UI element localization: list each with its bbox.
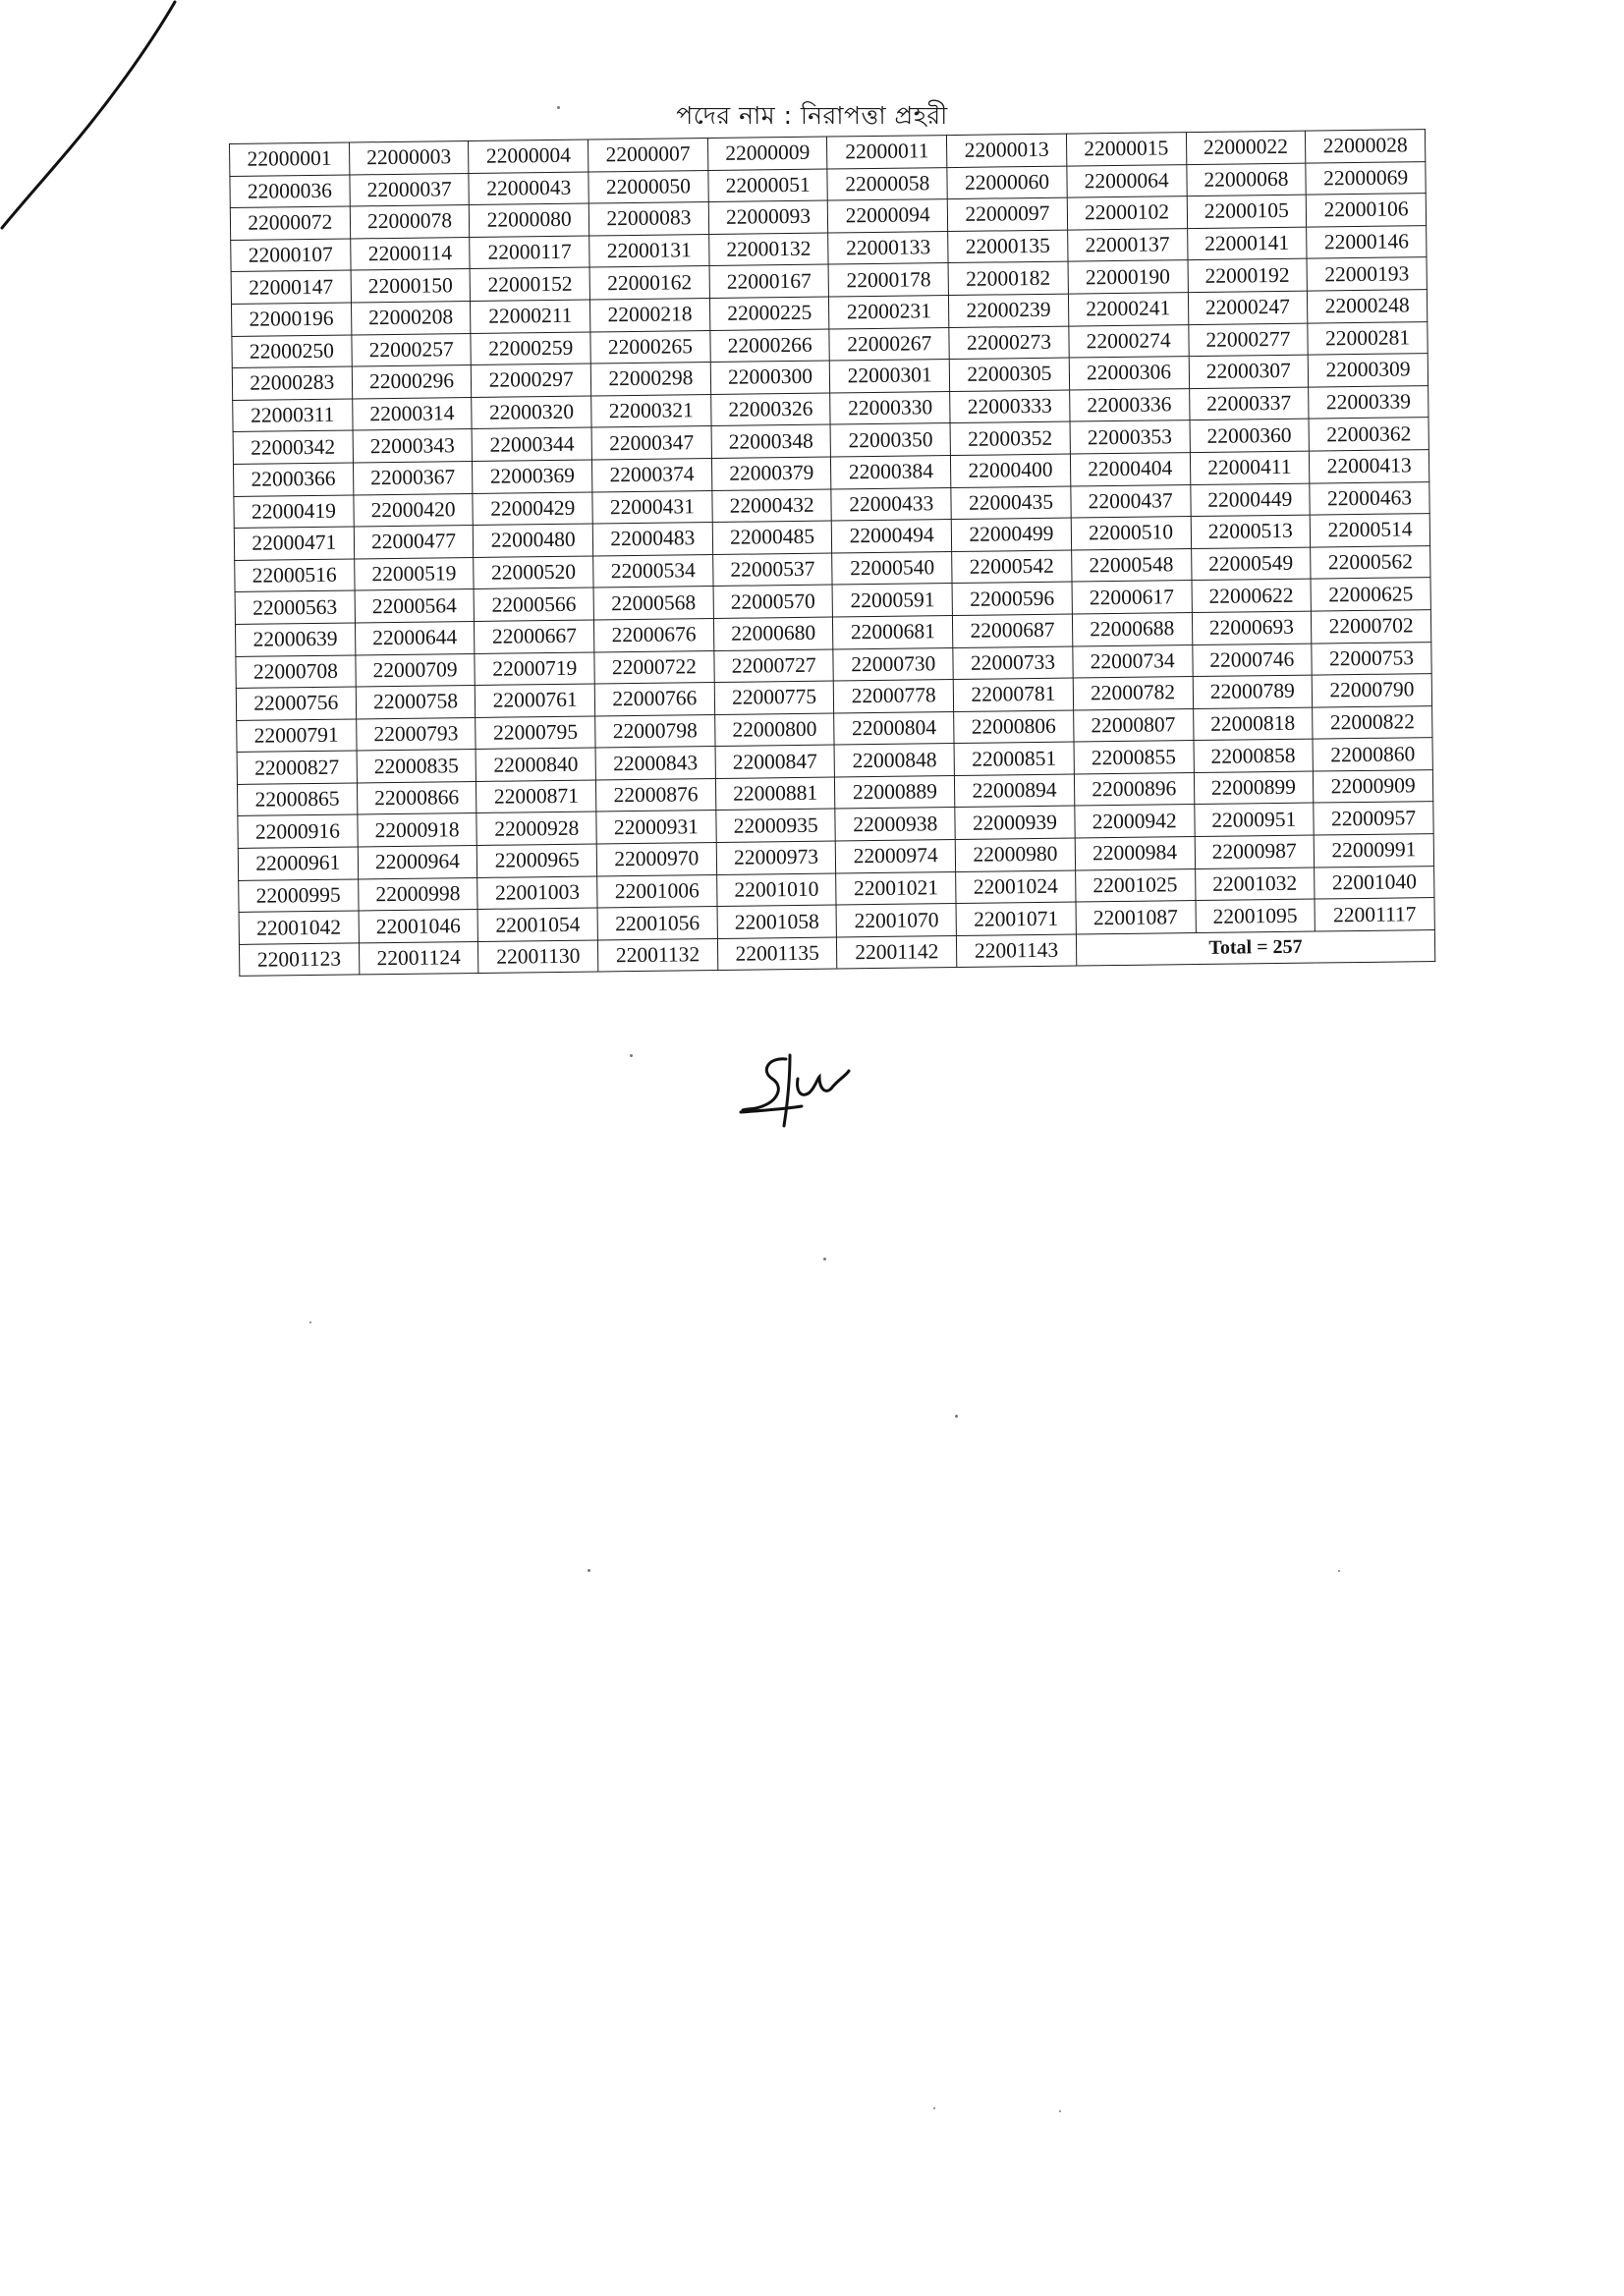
roll-number-cell: 22000267 [829,327,949,361]
roll-number-cell: 22000722 [594,650,714,684]
roll-number-cell: 22000283 [232,366,352,400]
roll-number-cell: 22001070 [836,904,956,937]
roll-number-cell: 22000537 [712,553,832,587]
roll-number-cell: 22000549 [1191,547,1311,581]
roll-number-cell: 22000775 [714,681,834,714]
roll-number-cell: 22000480 [474,524,593,557]
roll-number-cell: 22000822 [1313,705,1432,739]
roll-number-cell: 22000894 [955,774,1075,808]
roll-number-cell: 22000105 [1187,195,1307,228]
roll-number-cell: 22000433 [831,487,951,521]
roll-number-cell: 22000333 [950,390,1070,423]
roll-number-cell: 22000273 [949,326,1069,360]
roll-number-cell: 22000379 [711,457,831,490]
roll-number-cell: 22000793 [356,717,476,751]
roll-number-cell: 22000281 [1308,321,1428,355]
roll-number-table [229,129,1435,977]
roll-number-cell: 22000007 [588,139,708,172]
roll-number-cell: 22000147 [231,270,351,304]
roll-number-cell: 22000485 [712,521,832,554]
roll-number-cell: 22000003 [349,141,469,175]
roll-number-cell: 22000622 [1192,579,1312,612]
roll-number-cell: 22000004 [469,140,588,173]
roll-number-cell: 22000980 [955,838,1075,871]
roll-number-cell: 22000591 [832,584,952,617]
roll-number-cell: 22000782 [1073,677,1193,710]
total-count: Total = 257 [1076,929,1435,966]
roll-number-cell: 22000274 [1069,324,1189,358]
roll-number-cell: 22000540 [832,551,952,585]
roll-number-cell: 22001142 [837,935,957,969]
roll-number-cell: 22000344 [472,427,591,461]
roll-number-cell: 22000957 [1314,802,1433,835]
roll-number-cell: 22000348 [711,424,831,458]
roll-number-cell: 22000889 [835,775,955,809]
roll-number-cell: 22000848 [834,744,954,777]
roll-number-cell: 22000342 [233,430,353,464]
roll-number-cell: 22000753 [1312,642,1431,675]
roll-number-cell: 22000435 [951,486,1071,520]
roll-number-cell: 22000400 [951,454,1071,487]
roll-number-cell: 22000321 [591,394,711,427]
roll-number-cell: 22000965 [477,844,597,877]
roll-number-cell: 22000152 [470,267,589,301]
roll-number-cell: 22000132 [708,233,828,266]
roll-number-cell: 22000858 [1193,739,1313,772]
roll-number-cell: 22000719 [475,651,594,685]
roll-number-cell: 22000881 [715,777,835,811]
roll-number-cell: 22000419 [234,495,354,529]
roll-number-cell: 22000437 [1071,484,1191,518]
roll-number-cell: 22000314 [352,397,472,430]
roll-number-cell: 22000239 [949,294,1069,327]
roll-number-cell: 22000855 [1074,741,1194,774]
roll-number-cell: 22000241 [1068,293,1188,326]
roll-number-cell: 22000190 [1068,260,1188,294]
roll-number-cell: 22000107 [231,239,351,272]
roll-table-body [230,130,1435,977]
roll-number-cell: 22000013 [947,134,1067,167]
roll-number-cell: 22000094 [828,199,948,233]
roll-number-cell: 22000727 [714,649,834,683]
roll-number-cell: 22000068 [1186,163,1306,196]
roll-number-cell: 22000431 [592,490,712,524]
roll-number-cell: 22000009 [707,137,827,170]
roll-number-cell: 22001003 [477,876,597,910]
roll-number-cell: 22000266 [710,329,830,363]
scan-speck [933,2107,935,2109]
roll-number-cell: 22000064 [1067,164,1187,197]
roll-number-cell: 22000306 [1069,357,1189,390]
roll-number-cell: 22000449 [1190,483,1310,517]
roll-number-cell: 22000072 [230,206,350,240]
roll-number-cell: 22001087 [1076,901,1196,934]
roll-number-cell: 22000499 [951,518,1071,551]
roll-number-cell: 22001021 [836,871,956,905]
roll-number-cell: 22000766 [594,683,714,716]
roll-number-cell: 22000798 [595,714,715,748]
roll-number-cell: 22000369 [473,460,592,493]
roll-number-cell: 22000413 [1310,450,1429,483]
roll-number-cell: 22000131 [589,234,709,267]
roll-number-cell: 22000563 [235,590,355,624]
roll-number-cell: 22000687 [953,614,1073,647]
roll-number-cell: 22000570 [713,585,833,618]
roll-number-cell: 22000693 [1192,611,1312,644]
roll-number-cell: 22000800 [714,713,834,747]
roll-number-cell: 22000835 [357,750,476,783]
roll-number-cell: 22000781 [953,678,1073,711]
roll-number-cell: 22000795 [476,716,595,750]
roll-number-cell: 22000896 [1074,772,1194,806]
roll-number-cell: 22000218 [590,299,710,332]
roll-number-cell: 22000420 [354,493,474,527]
roll-number-cell: 22000827 [237,751,357,784]
roll-number-cell: 22000483 [592,523,712,556]
roll-number-cell: 22001054 [477,908,597,941]
roll-number-cell: 22000330 [830,391,950,424]
roll-number-cell: 22000326 [710,393,830,426]
roll-number-cell: 22001046 [359,910,478,943]
roll-number-cell: 22000083 [588,202,708,236]
roll-number-cell: 22000995 [239,879,359,913]
roll-number-cell: 22000899 [1194,771,1314,805]
scan-speck [557,106,560,109]
roll-number-cell: 22000865 [237,783,357,816]
roll-number-cell: 22001135 [717,937,837,971]
roll-number-cell: 22000938 [835,808,955,841]
roll-number-cell: 22000789 [1193,675,1313,708]
roll-number-cell: 22000617 [1072,581,1192,614]
roll-number-cell: 22000790 [1312,674,1431,707]
roll-number-cell: 22000339 [1309,385,1428,419]
roll-number-cell: 22000350 [830,423,950,457]
roll-number-cell: 22000106 [1306,194,1426,227]
roll-number-cell: 22000114 [350,237,470,270]
roll-number-cell: 22001123 [239,943,359,977]
roll-number-cell: 22000804 [834,711,954,745]
roll-number-cell: 22000211 [471,300,590,333]
roll-number-cell: 22001042 [239,911,359,944]
roll-number-cell: 22000208 [351,301,471,334]
roll-number-cell: 22000471 [234,527,354,560]
roll-number-cell: 22000871 [476,780,596,813]
roll-number-cell: 22000150 [351,269,471,303]
roll-number-cell: 22000916 [238,814,358,848]
roll-number-cell: 22000058 [827,167,947,200]
roll-number-cell: 22000336 [1069,388,1189,421]
roll-number-cell: 22001058 [717,905,837,938]
roll-number-cell: 22000931 [596,811,716,844]
roll-number-cell: 22000367 [353,461,473,494]
roll-number-cell: 22000987 [1195,835,1315,868]
roll-number-cell: 22000043 [469,172,588,205]
roll-number-cell: 22000909 [1314,769,1433,803]
roll-number-cell: 22000778 [834,680,954,713]
roll-number-cell: 22000708 [236,654,356,688]
roll-number-cell: 22000300 [710,361,830,394]
roll-number-cell: 22001124 [359,941,478,975]
roll-number-cell: 22000680 [713,617,833,650]
roll-number-cell: 22000141 [1187,227,1307,260]
roll-number-cell: 22000951 [1194,804,1314,837]
roll-number-cell: 22000347 [591,426,711,460]
roll-number-cell: 22000193 [1307,257,1427,291]
roll-number-cell: 22000146 [1307,225,1427,258]
roll-number-cell: 22000756 [236,687,356,720]
roll-number-cell: 22000513 [1191,515,1311,548]
scan-speck [588,1569,590,1572]
roll-number-cell: 22000791 [237,719,357,753]
roll-number-cell: 22000818 [1193,707,1313,741]
scan-speck [955,1415,958,1418]
roll-number-cell: 22000022 [1186,131,1306,164]
roll-number-cell: 22000384 [831,455,951,488]
roll-number-cell: 22000097 [947,197,1067,231]
roll-number-cell: 22000676 [594,618,714,651]
roll-number-cell: 22000080 [470,203,589,237]
roll-number-cell: 22000961 [238,847,358,880]
roll-number-cell: 22001010 [716,873,836,907]
roll-number-cell: 22001025 [1075,868,1195,902]
roll-number-cell: 22001130 [478,940,598,974]
roll-number-cell: 22000973 [716,841,836,874]
roll-number-cell: 22000225 [709,297,829,330]
roll-number-cell: 22000733 [953,646,1073,680]
roll-number-cell: 22000265 [590,330,710,364]
post-title: পদের নাম : নিরাপত্তা প্রহরী [676,101,948,130]
roll-number-cell: 22000519 [354,557,474,590]
roll-number-cell: 22000352 [950,421,1070,455]
roll-number-cell: 22000681 [833,615,953,648]
roll-number-cell: 22000807 [1073,708,1193,742]
roll-number-cell: 22000964 [358,846,477,879]
roll-number-cell: 22000939 [955,807,1075,840]
roll-number-cell: 22000247 [1188,291,1308,324]
roll-number-cell: 22000866 [357,781,476,814]
roll-number-cell: 22000311 [233,399,353,432]
roll-number-cell: 22000734 [1073,644,1193,678]
roll-number-cell: 22000360 [1190,419,1310,452]
roll-number-cell: 22001143 [957,934,1077,968]
roll-number-cell: 22000135 [948,230,1068,263]
roll-number-cell: 22000296 [352,365,472,399]
roll-number-cell: 22000548 [1071,548,1191,582]
roll-number-cell: 22000942 [1075,805,1195,838]
roll-number-cell: 22000162 [589,266,709,300]
roll-number-cell: 22000477 [354,526,474,559]
roll-number-cell: 22000562 [1311,545,1430,579]
roll-number-cell: 22000918 [358,813,477,847]
roll-number-cell: 22001117 [1315,898,1434,931]
roll-number-cell: 22001024 [956,870,1076,904]
scan-speck [1059,2110,1061,2112]
scan-speck [823,1258,826,1260]
roll-number-cell: 22000036 [230,175,350,208]
roll-number-cell: 22000876 [596,778,716,812]
roll-number-cell: 22000093 [708,200,828,234]
roll-number-cell: 22001032 [1195,868,1315,901]
roll-number-cell: 22000196 [231,303,351,336]
roll-number-cell: 22000520 [474,556,593,589]
roll-number-cell: 22000860 [1313,738,1432,771]
roll-number-cell: 22000133 [828,231,948,264]
roll-number-cell: 22000309 [1308,354,1428,387]
roll-number-cell: 22000069 [1306,161,1426,195]
roll-number-cell: 22000494 [832,520,952,553]
roll-number-cell: 22000411 [1190,451,1310,484]
roll-number-cell: 22000806 [954,710,1074,744]
roll-number-cell: 22000970 [596,843,716,876]
roll-number-cell: 22000102 [1067,196,1187,230]
roll-number-cell: 22000015 [1066,133,1186,166]
roll-number-cell: 22000510 [1071,517,1191,550]
roll-number-cell: 22000463 [1310,481,1429,515]
roll-number-cell: 22000667 [475,620,594,653]
roll-number-cell: 22000566 [474,588,593,621]
roll-number-cell: 22000542 [952,550,1072,584]
roll-number-cell: 22000374 [592,458,712,491]
roll-number-cell: 22000568 [593,587,713,620]
roll-number-cell: 22000051 [708,169,828,202]
roll-number-cell: 22000516 [235,559,355,592]
signature [739,1049,886,1136]
roll-table-container [229,129,1435,977]
roll-number-cell: 22000758 [356,686,476,719]
roll-number-cell: 22000011 [827,136,947,169]
roll-number-cell: 22000644 [355,621,475,654]
roll-number-cell: 22000050 [588,170,708,203]
roll-number-cell: 22000307 [1189,355,1309,388]
roll-number-cell: 22000840 [476,748,595,781]
roll-number-cell: 22000843 [595,747,715,780]
roll-number-cell: 22000596 [952,582,1072,615]
roll-number-cell: 22000298 [590,363,710,396]
roll-number-cell: 22000761 [476,684,595,717]
roll-number-cell: 22000182 [948,261,1068,295]
roll-number-cell: 22000534 [593,554,713,588]
roll-number-cell: 22000001 [230,142,350,176]
roll-number-cell: 22001132 [597,938,717,972]
roll-number-cell: 22000257 [352,333,472,366]
roll-number-cell: 22000192 [1188,258,1308,292]
roll-number-cell: 22000730 [833,647,953,681]
roll-number-cell: 22000429 [473,492,592,526]
roll-number-cell: 22000514 [1310,514,1429,547]
roll-number-cell: 22000259 [471,332,590,365]
roll-number-cell: 22000297 [472,364,591,397]
roll-number-cell: 22000343 [353,429,473,463]
roll-number-cell: 22000991 [1314,834,1433,868]
roll-number-cell: 22001040 [1315,866,1434,899]
roll-number-cell: 22001006 [597,874,717,908]
roll-number-cell: 22000709 [356,653,476,687]
roll-number-cell: 22000984 [1075,837,1195,870]
roll-number-cell: 22000998 [358,877,477,911]
roll-number-cell: 22000935 [716,809,836,842]
roll-number-cell: 22000137 [1067,228,1187,261]
roll-number-cell: 22000060 [947,166,1067,199]
roll-number-cell: 22000851 [954,742,1074,775]
roll-number-cell: 22000277 [1188,323,1308,357]
roll-number-cell: 22000974 [836,840,956,873]
roll-number-cell: 22000928 [476,812,596,845]
roll-number-cell: 22000366 [233,463,353,496]
roll-number-cell: 22000353 [1070,420,1190,454]
roll-number-cell: 22000337 [1189,387,1309,420]
roll-number-cell: 22000167 [709,264,829,298]
roll-number-cell: 22001071 [956,902,1076,935]
roll-number-cell: 22000305 [949,358,1069,391]
scan-speck [309,1321,311,1323]
scan-speck [630,1054,633,1057]
roll-number-cell: 22000639 [235,623,355,656]
roll-number-cell: 22000078 [350,205,470,239]
roll-number-cell: 22000432 [712,489,832,523]
roll-number-cell: 22000847 [715,745,835,778]
roll-number-cell: 22000117 [470,236,589,269]
roll-number-cell: 22000564 [355,589,475,623]
roll-number-cell: 22000250 [232,335,352,368]
roll-number-cell: 22000178 [828,263,948,297]
roll-number-cell: 22000404 [1070,453,1190,486]
roll-number-cell: 22000301 [830,360,950,393]
roll-number-cell: 22000320 [472,396,591,429]
roll-number-cell: 22000746 [1192,644,1312,677]
roll-number-cell: 22000362 [1309,418,1428,451]
roll-number-cell: 22000688 [1072,612,1192,645]
roll-number-cell: 22001056 [597,907,717,940]
roll-number-cell: 22000625 [1311,578,1430,611]
roll-number-cell: 22000231 [829,296,949,329]
roll-number-cell: 22001095 [1195,899,1315,932]
roll-number-cell: 22000702 [1312,609,1431,643]
roll-number-cell: 22000028 [1306,130,1426,163]
roll-number-cell: 22000037 [350,173,470,206]
roll-number-cell: 22000248 [1308,290,1428,323]
scan-speck [1338,1570,1340,1572]
